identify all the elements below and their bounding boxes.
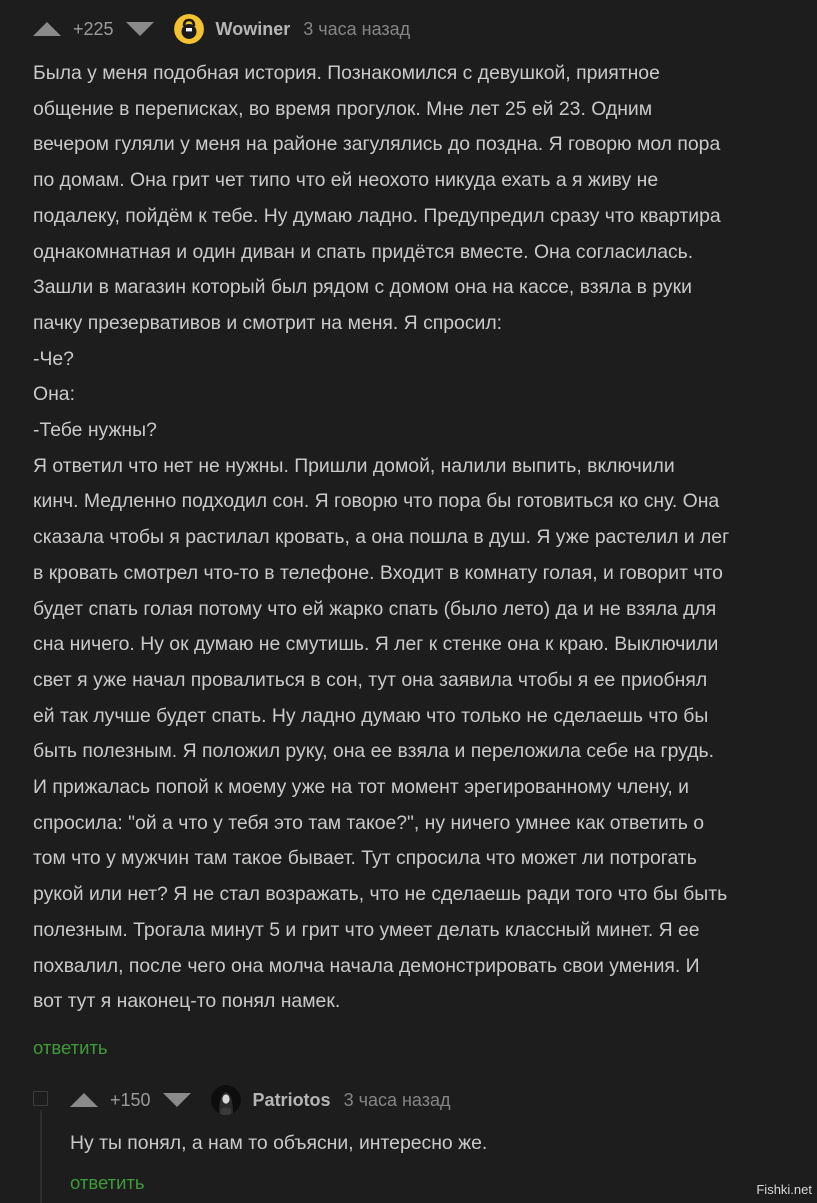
- comment-author[interactable]: Wowiner: [215, 18, 291, 39]
- comment-rating: +225: [73, 18, 114, 39]
- watermark: Fishki.net: [756, 1182, 812, 1197]
- reply-button[interactable]: ответить: [70, 1172, 145, 1193]
- avatar[interactable]: [211, 1085, 241, 1115]
- comment-text: Была у меня подобная история. Познакомился с девушкой, приятное общение в переписках, во время прогулок. Мне лет 25 ей 23. Одним вечером гуляли у меня на районе загулялись до поздна. Я говорю мол пора по домам. Она грит чет типо что ей неохото никуда ехать а я живу не подалеку, пойдём к тебе. Ну думаю ладно. Предупредил сразу что квартира однакомнатная и один диван и спать придётся вместе. Она согласилась. Зашли в магазин который был рядом с домом она на кассе, взяла в руки пачку презервативов и смотрит на меня. Я спросил: -Че? Она: -Тебе нужны? Я ответил что нет не нужны. Пришли домой, налили выпить, включили кинч. Медленно подходил сон. Я говорю что пора бы готовиться ко сну. Она сказала чтобы я растилал кровать, а она пошла в душ. Я уже растелил и лег в кровать смотрел что-то в телефоне. Входит в комнату голая, и говорит что будет спать голая потому что ей жарко спать (было лето) да и не взяла для сна ничего. Ну ок думаю не смутишь. Я лег к стенке она к краю. Выключили свет я уже начал провалиться в сон, тут она заявила чтобы я ее приобнял ей так лучше будет спать. Ну ладно думаю что только не сделаешь что бы быть полезным. Я положил руку, она ее взяла и переложила себе на грудь. И прижалась попой к моему уже на тот момент эрегированному члену, и спросила: "ой а что у тебя это там такое?", ну ничего умнее как ответить о том что у мужчин там такое бывает. Тут спросила что может ли потрогать рукой или нет? Я не стал возражать, что не сделаешь ради того что бы быть полезным. Трогала минут 5 и грит что умеет делать классный минет. Я ее похвалил, после чего она молча начала демонстрировать свои умения. И вот тут я наконец-то понял намек.: [33, 62, 730, 1013]
- reply-comment-text: Ну ты понял, а нам то объясни, интересно же.: [70, 1132, 488, 1154]
- avatar[interactable]: [174, 14, 204, 44]
- reply-comment-time: 3 часа назад: [343, 1089, 451, 1110]
- upvote-arrow-icon[interactable]: [70, 1093, 98, 1107]
- reply-comment-author[interactable]: Patriotos: [252, 1089, 331, 1110]
- avatar-kettlebell-icon: [174, 14, 204, 44]
- collapse-thread-button[interactable]: [33, 1091, 48, 1106]
- comment-time: 3 часа назад: [303, 18, 411, 39]
- comment-header: [33, 12, 410, 46]
- downvote-arrow-icon[interactable]: [126, 22, 154, 36]
- thread-line[interactable]: [40, 1110, 42, 1203]
- downvote-arrow-icon[interactable]: [163, 1093, 191, 1107]
- upvote-arrow-icon[interactable]: [33, 22, 61, 36]
- reply-button[interactable]: ответить: [33, 1037, 108, 1058]
- reply-comment-rating: +150: [110, 1089, 151, 1110]
- comment-body: [33, 56, 793, 1020]
- avatar-person-icon: [211, 1085, 241, 1115]
- reply-comment-header: [70, 1083, 451, 1117]
